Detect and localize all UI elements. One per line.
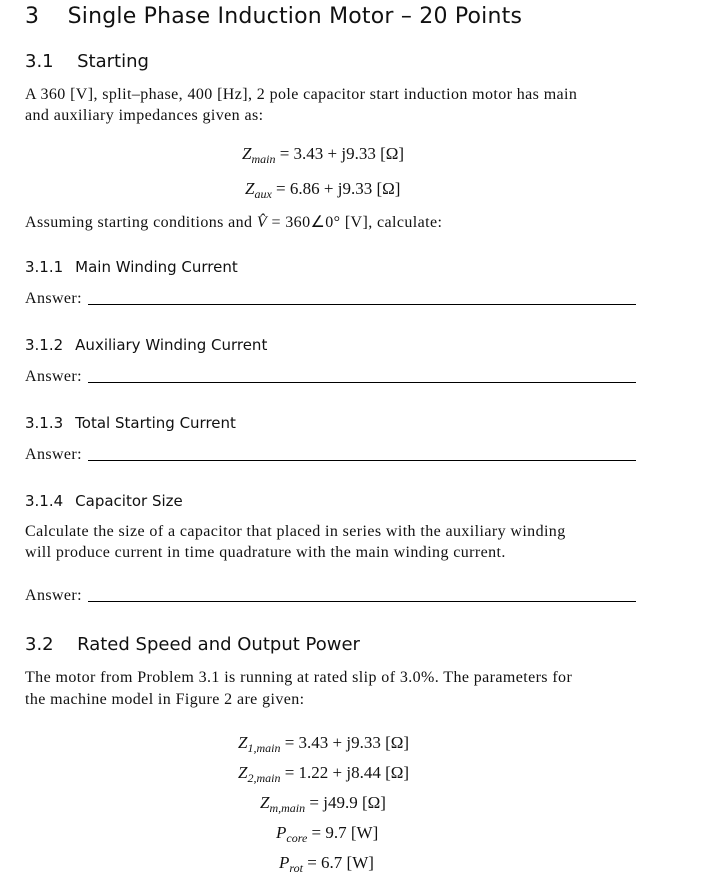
rated-paragraph-line2: the machine model in Figure 2 are given: <box>25 691 305 708</box>
subsection-heading-starting: 3.1 Starting <box>25 51 149 72</box>
equation-z-main: $Z_{main} = 3.43 + j9.33$ [Ω] <box>242 144 405 166</box>
answer-line-total-current[interactable] <box>88 460 636 461</box>
answer-label: Answer: <box>25 446 83 463</box>
rated-paragraph-line1: The motor from Problem 3.1 is running at rated slip of 3.0%. The parameters for <box>25 669 573 686</box>
capacitor-paragraph-line1: Calculate the size of a capacitor that placed in series with the auxiliary winding <box>25 523 566 540</box>
subsection-heading-rated-speed: 3.2 Rated Speed and Output Power <box>25 634 360 655</box>
intro-paragraph-line1: A 360 [V], split–phase, 400 [Hz], 2 pole capacitor start induction motor has main <box>25 86 578 103</box>
section-title: Single Phase Induction Motor – 20 Points <box>67 4 523 29</box>
equation-z-aux: $Z_{aux} = 6.86 + j9.33$ [Ω] <box>245 179 401 201</box>
intro-paragraph-line2: and auxiliary impedances given as: <box>25 107 264 124</box>
part-heading-aux-winding: 3.1.2 Auxiliary Winding Current <box>25 336 268 354</box>
equation-z1-main: $Z_{1,main} = 3.43 + j9.33$ [Ω] <box>238 733 410 755</box>
part-heading-main-winding: 3.1.1 Main Winding Current <box>25 258 238 276</box>
answer-label: Answer: <box>25 368 83 385</box>
equation-p-rot: $P_{rot} = 6.7$ [W] <box>279 853 374 875</box>
equation-z2-main: $Z_{2,main} = 1.22 + j8.44$ [Ω] <box>238 763 410 785</box>
capacitor-paragraph-line2: will produce current in time quadrature with the main winding current. <box>25 544 506 561</box>
assumption-text: Assuming starting conditions and V̂ = 360∠0° [V], calculate: <box>25 214 443 231</box>
part-heading-capacitor-size: 3.1.4 Capacitor Size <box>25 492 183 510</box>
answer-label: Answer: <box>25 587 83 604</box>
answer-label: Answer: <box>25 290 83 307</box>
part-heading-total-current: 3.1.3 Total Starting Current <box>25 414 236 432</box>
answer-line-aux-winding[interactable] <box>88 382 636 383</box>
section-heading <box>25 4 522 29</box>
section-number: 3 <box>25 4 40 29</box>
answer-line-main-winding[interactable] <box>88 304 636 305</box>
answer-line-capacitor-size[interactable] <box>88 601 636 602</box>
equation-zm-main: $Z_{m,main} = j49.9$ [Ω] <box>260 793 386 815</box>
equation-p-core: $P_{core} = 9.7$ [W] <box>276 823 379 845</box>
